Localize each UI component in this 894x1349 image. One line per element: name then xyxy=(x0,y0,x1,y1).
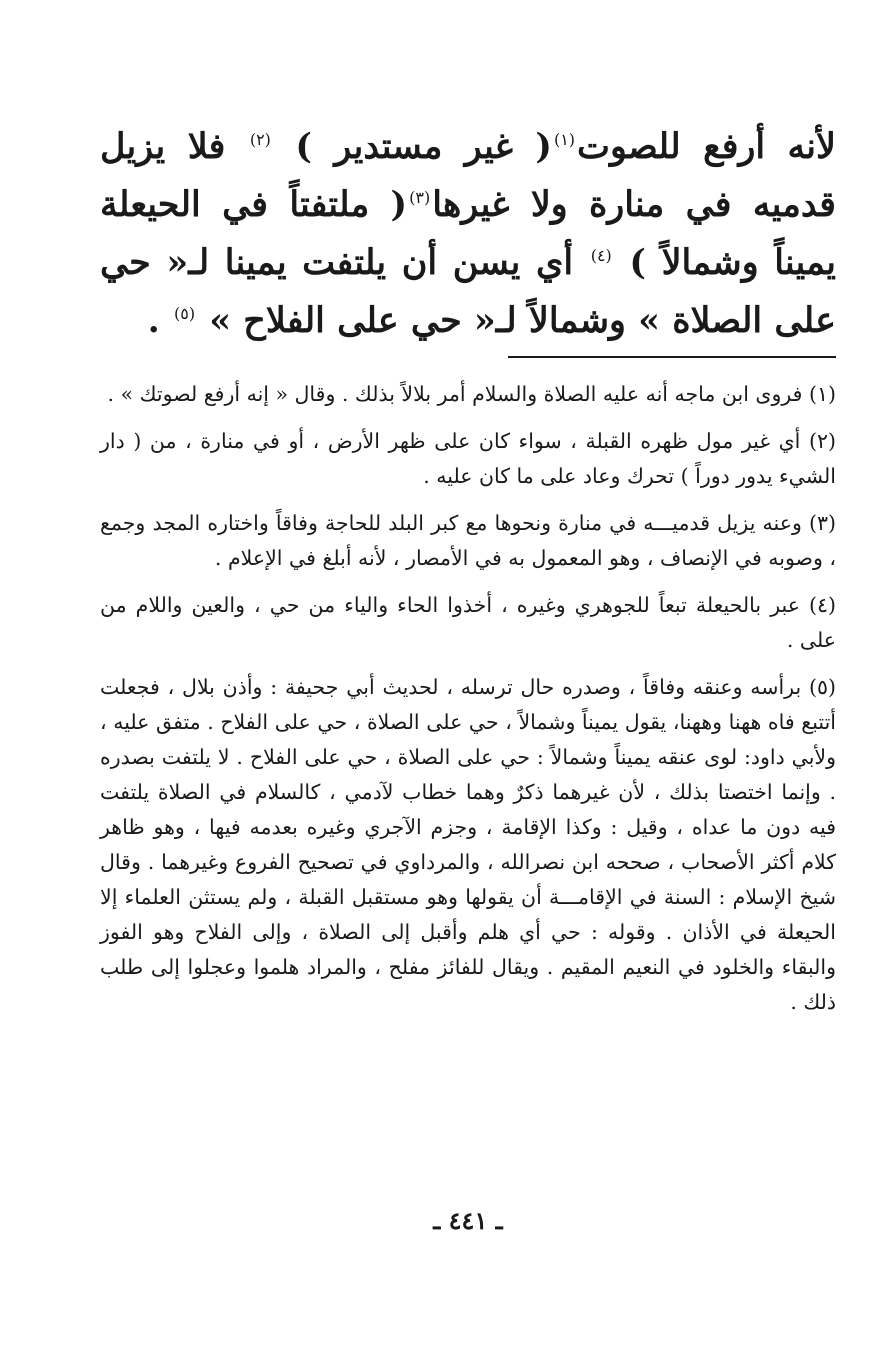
footnote-5: (٥) برأسه وعنقه وفاقاً ، وصدره حال ترسله ، لحديث أبي جحيفة : وأذن بلال ، فجعلت أتتبع فاه ههنا وههنا، يقول يميناً وشمالاً ، حي على الصلاة ، حي على الفلاح . متفق عليه ، ولأبي داود: لوى عنقه يميناً وشمالاً : حي على الصلاة ، حي على الفلاح . لا يلتفت بصدره . وإنما اختصتا بذلك ، لأن غيرهما ذكرٌ وهما خطاب لآدمي ، كالسلام في الصلاة يلتفت فيه دون ما عداه ، وقيل : وكذا الإقامة ، وجزم الآجري وغيره بعدمه فيها ، وهو ظاهر كلام أكثر الأصحاب ، صححه ابن نصرالله ، والمرداوي في تصحيح الفروع وغيرهما . وقال شيخ الإسلام : السنة في الإقامـــة أن يقولها وهو مستقبل القبلة ، ولم يستثن العلماء إلا الحيعلة في الأذان . وقوله : حي أي هلم وأقبل إلى الصلاة ، وإلى الفلاح وهو الفوز والبقاء والخلود في النعيم المقيم . ويقال للفائز مفلح ، والمراد هلموا وعجلوا إلى طلب ذلك . xyxy=(100,675,836,1014)
page-content xyxy=(100,0,836,1349)
footnote-4: (٤) عبر بالحيعلة تبعاً للجوهري وغيره ، أخذوا الحاء والياء من حي ، والعين واللام من على . xyxy=(100,593,836,652)
footnote-1: (١) فروى ابن ماجه أنه عليه الصلاة والسلام أمر بلالاً بذلك . وقال « إنه أرفع لصوتك » . xyxy=(107,382,836,406)
footnote-ref-1[interactable]: (١) xyxy=(553,130,576,150)
main-text-segment: فلا يزيل قدميه في منارة ولا غيرها xyxy=(100,126,836,225)
footnotes xyxy=(100,377,836,1032)
main-paragraph xyxy=(100,118,836,350)
main-text-segment: أي يسن أن يلتفت يمينا لـ« حي على الصلاة » وشمالاً لـ« حي على الفلاح » xyxy=(100,242,836,341)
main-text-segment: . xyxy=(147,300,160,341)
footnote-ref-4[interactable]: (٤) xyxy=(590,246,612,266)
main-text-segment: لأنه أرفع للصوت xyxy=(577,126,836,167)
main-text xyxy=(100,118,836,350)
main-text-segment: ( غير مستدير ) xyxy=(295,126,552,167)
main-text-segment: ( ملتفتاً في الحيعلة يميناً وشمالاً ) xyxy=(100,184,837,283)
footnote-ref-2[interactable]: (٢) xyxy=(249,130,271,150)
footnote-divider xyxy=(508,356,836,358)
page-number: ـ ٤٤١ ـ xyxy=(433,1206,503,1235)
footnote-2: (٢) أي غير مول ظهره القبلة ، سواء كان على ظهر الأرض ، أو في منارة ، من ( دار الشيء يدور دوراً ) تحرك وعاد على ما كان عليه . xyxy=(100,429,836,488)
footnote-3: (٣) وعنه يزيل قدميـــه في منارة ونحوها مع كبر البلد للحاجة وفاقاً واختاره المجد وجمع ، وصوبه في الإنصاف ، وهو المعمول به في الأمصار ، لأنه أبلغ في الإعلام . xyxy=(100,511,836,570)
footnote-ref-5[interactable]: (٥) xyxy=(173,304,196,324)
footnote-ref-3[interactable]: (٣) xyxy=(409,188,431,208)
